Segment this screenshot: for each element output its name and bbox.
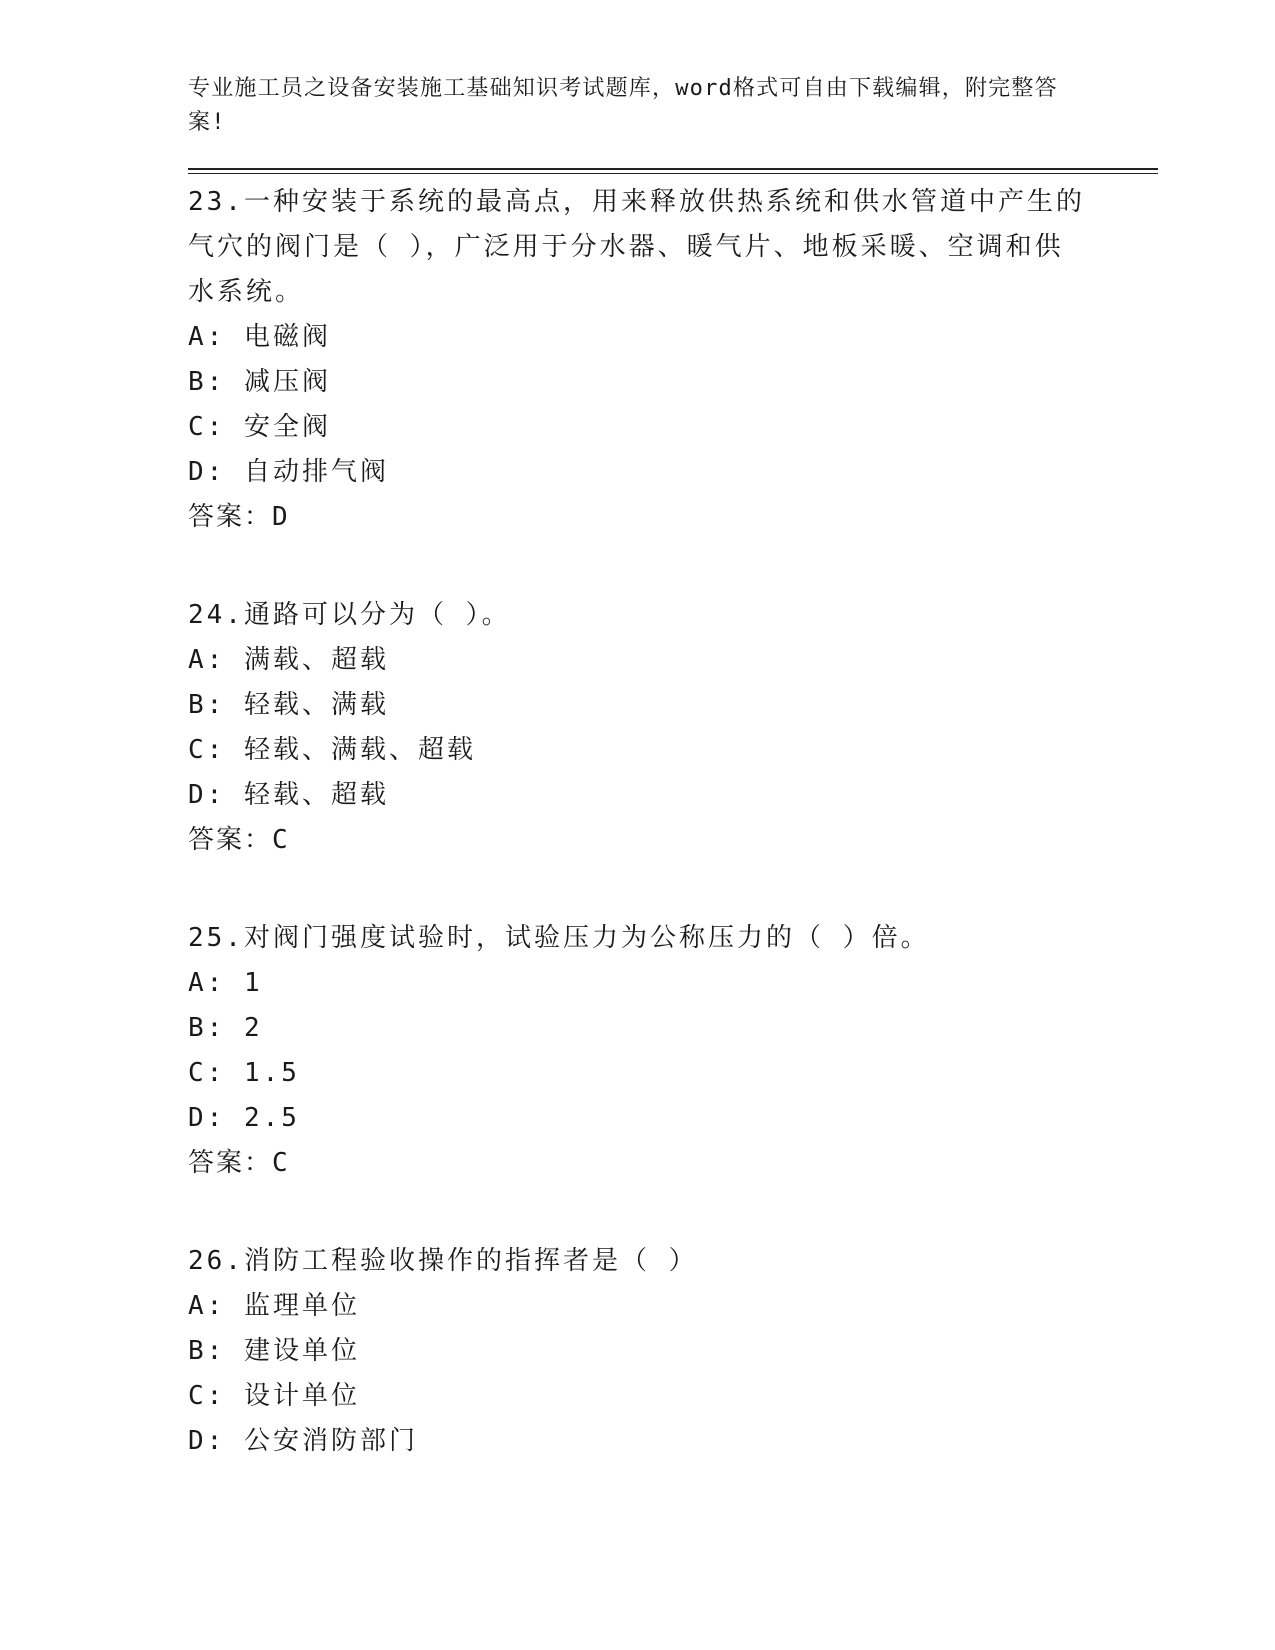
question-text: 消防工程验收操作的指挥者是（ ） [243, 1246, 698, 1276]
question-number: 23. [188, 187, 244, 217]
option-a [188, 315, 1158, 360]
question-stem [188, 180, 1088, 315]
answer-value: C [272, 1148, 290, 1178]
question-25 [188, 916, 1158, 1186]
option-label: D: [188, 1426, 226, 1456]
document-page [188, 72, 1158, 1464]
option-c [188, 405, 1158, 450]
option-text: 2 [243, 1013, 263, 1043]
question-26 [188, 1239, 1158, 1464]
option-b [188, 1006, 1158, 1051]
option-c [188, 1051, 1158, 1096]
answer-label: 答案： [188, 1148, 273, 1178]
answer-value: D [272, 502, 290, 532]
question-stem [188, 1239, 1088, 1284]
header-divider [188, 168, 1158, 174]
answer-line [188, 495, 1158, 540]
option-text: 1 [243, 968, 263, 998]
option-text: 自动排气阀 [243, 457, 389, 487]
option-d [188, 1096, 1158, 1141]
answer-value: C [272, 825, 290, 855]
option-text: 建设单位 [243, 1336, 360, 1366]
option-label: B: [188, 367, 226, 397]
document-header: 专业施工员之设备安装施工基础知识考试题库，word格式可自由下载编辑，附完整答案! [188, 76, 1058, 135]
option-label: A: [188, 322, 226, 352]
question-text: 通路可以分为（ ）。 [243, 600, 511, 630]
question-spacer [188, 1186, 1158, 1233]
option-b [188, 1329, 1158, 1374]
question-23 [188, 180, 1158, 540]
question-24 [188, 593, 1158, 863]
option-label: C: [188, 1381, 226, 1411]
option-text: 轻载、满载 [243, 690, 389, 720]
question-number: 24. [188, 600, 244, 630]
option-label: B: [188, 1013, 226, 1043]
question-spacer [188, 863, 1158, 910]
answer-line [188, 818, 1158, 863]
question-stem [188, 593, 1088, 638]
option-a [188, 1284, 1158, 1329]
option-text: 监理单位 [243, 1291, 360, 1321]
option-c [188, 1374, 1158, 1419]
option-d [188, 450, 1158, 495]
answer-line [188, 1141, 1158, 1186]
option-a [188, 961, 1158, 1006]
option-text: 满载、超载 [243, 645, 389, 675]
option-label: A: [188, 645, 226, 675]
answer-label: 答案： [188, 825, 273, 855]
option-text: 电磁阀 [243, 322, 331, 352]
question-stem [188, 916, 1088, 961]
option-label: D: [188, 457, 226, 487]
option-d [188, 773, 1158, 818]
option-text: 减压阀 [243, 367, 331, 397]
option-text: 轻载、超载 [243, 780, 389, 810]
option-label: B: [188, 1336, 226, 1366]
option-text: 1.5 [243, 1058, 300, 1088]
option-label: B: [188, 690, 226, 720]
question-text: 一种安装于系统的最高点，用来释放供热系统和供水管道中产生的气穴的阀门是（ ），广泛用于分水器、暖气片、地板采暖、空调和供水系统。 [188, 187, 1085, 307]
option-label: A: [188, 968, 226, 998]
option-d [188, 1419, 1158, 1464]
question-spacer [188, 540, 1158, 587]
option-text: 安全阀 [243, 412, 331, 442]
question-number: 26. [188, 1246, 244, 1276]
option-label: C: [188, 735, 226, 765]
answer-label: 答案： [188, 502, 273, 532]
option-label: D: [188, 780, 226, 810]
option-text: 2.5 [243, 1103, 300, 1133]
option-b [188, 683, 1158, 728]
question-text: 对阀门强度试验时，试验压力为公称压力的（ ）倍。 [243, 923, 930, 953]
option-a [188, 638, 1158, 683]
option-label: C: [188, 1058, 226, 1088]
option-label: D: [188, 1103, 226, 1133]
option-text: 轻载、满载、超载 [243, 735, 476, 765]
option-b [188, 360, 1158, 405]
option-c [188, 728, 1158, 773]
question-number: 25. [188, 923, 244, 953]
option-label: A: [188, 1291, 226, 1321]
option-text: 公安消防部门 [243, 1426, 418, 1456]
option-text: 设计单位 [243, 1381, 360, 1411]
option-label: C: [188, 412, 226, 442]
